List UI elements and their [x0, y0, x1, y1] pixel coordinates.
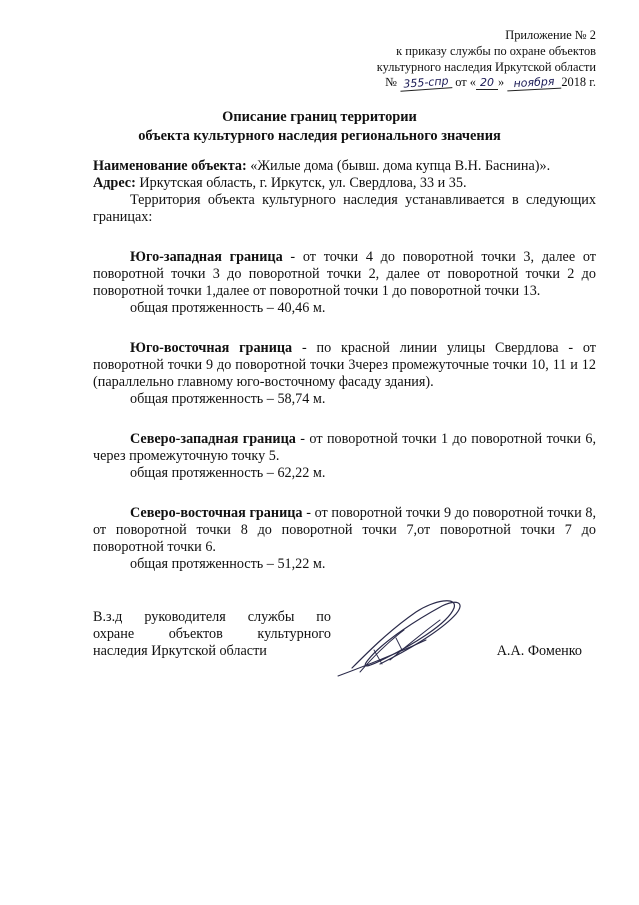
boundary-southeast [93, 340, 596, 408]
signatory-name: А.А. Фоменко [496, 643, 582, 659]
boundary-length: общая протяженность – 51,22 м. [130, 556, 326, 572]
boundary-name: Северо-восточная граница [130, 505, 303, 521]
boundary-name: Юго-западная граница [130, 249, 283, 265]
boundary-length: общая протяженность – 62,22 м. [130, 465, 326, 481]
signatory-position [93, 609, 331, 660]
boundary-southwest [93, 249, 596, 317]
order-month-handwritten: ноября [507, 76, 562, 92]
boundary-length: общая протяженность – 58,74 м. [130, 391, 326, 407]
boundary-text: - от точки 4 до поворотной точки 3, далее от поворотной точки 3 до поворотной точки 2, далее от поворотной точки 2 до поворотной точки 1,далее от поворотной точки 1 до поворотной точки 13. [93, 249, 596, 299]
order-year: 2018 г. [561, 75, 596, 90]
boundary-description [93, 249, 596, 300]
signatory-position-line-3: наследия Иркутской области [93, 643, 267, 659]
document-body [93, 158, 596, 573]
order-from-text: от « [455, 75, 477, 90]
appendix-header [377, 28, 596, 91]
title-line-2: объекта культурного наследия регионального значения [138, 128, 501, 144]
title-line-1: Описание границ территории [222, 109, 417, 125]
boundary-name: Северо-западная граница [130, 431, 296, 447]
order-number-prefix: № [385, 75, 398, 90]
appendix-order-line [377, 75, 596, 91]
object-name-line [93, 158, 596, 175]
appendix-authority: культурного наследия Иркутской области [376, 59, 596, 74]
boundary-northeast [93, 505, 596, 573]
boundary-description [93, 340, 596, 391]
object-address-line [93, 175, 596, 192]
signatory-position-line-1: В.з.д руководителя службы по [93, 609, 331, 625]
boundary-description [93, 431, 596, 465]
boundary-text: - по красной линии улицы Свердлова - от поворотной точки 9 до поворотной точки 3через промежуточные точки 10, 11 и 12 (параллельно главному юго-восточному фасаду здания). [93, 340, 596, 390]
boundary-name: Юго-восточная граница [130, 340, 293, 356]
appendix-number: Приложение № 2 [505, 28, 596, 42]
object-address-value: Иркутская область, г. Иркутск, ул. Свердлова, 33 и 35. [139, 175, 467, 191]
object-name-label: Наименование объекта: [93, 158, 247, 174]
object-address-label: Адрес: [93, 175, 136, 191]
signatory-position-line-2: охране объектов культурного [93, 626, 331, 642]
boundary-text: - от поворотной точки 9 до поворотной точки 8, от поворотной точки 8 до поворотной точки 7,от поворотной точки 7 до поворотной точки 6. [93, 505, 596, 555]
order-number-handwritten: 355-спр [400, 76, 453, 93]
order-close-quote: » [498, 75, 505, 90]
document-title [0, 108, 639, 146]
boundary-length: общая протяженность – 40,46 м. [130, 300, 326, 316]
appendix-order-ref: к приказу службы по охране объектов [396, 43, 596, 58]
boundary-text: - от поворотной точки 1 до поворотной точки 6, через промежуточную точку 5. [93, 431, 596, 464]
intro-paragraph: Территория объекта культурного наследия устанавливается в следующих границах: [93, 192, 596, 225]
boundary-description [93, 505, 596, 556]
order-day-handwritten: 20 [476, 77, 498, 90]
signature-block [93, 609, 596, 689]
object-name-value: «Жилые дома (бывш. дома купца В.Н. Баснина)». [250, 158, 551, 174]
boundary-northwest [93, 431, 596, 482]
